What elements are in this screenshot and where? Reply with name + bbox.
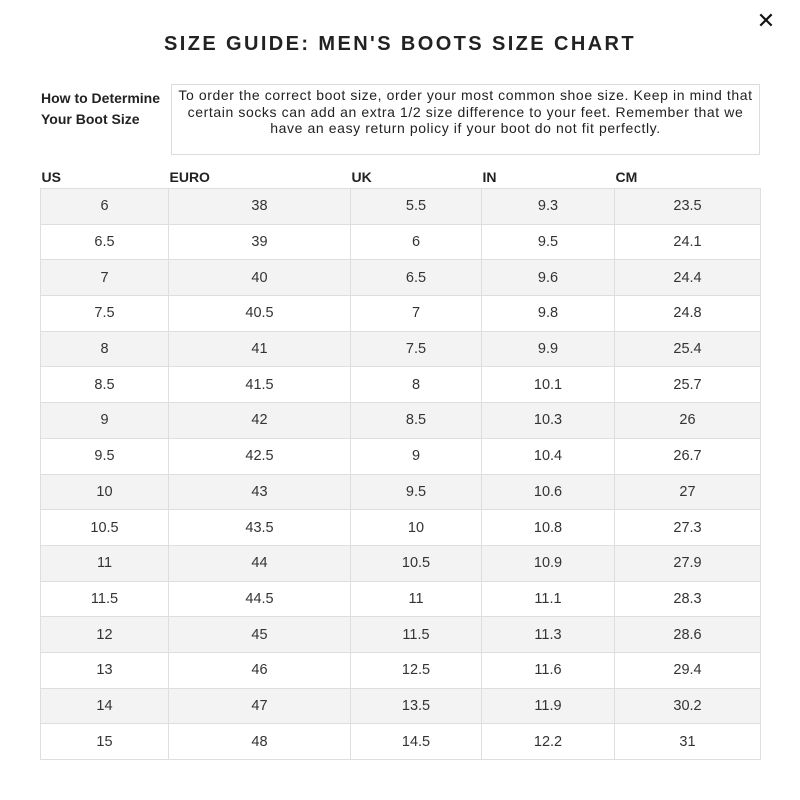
cell-uk: 9.5 [351, 474, 482, 510]
table-row [41, 510, 761, 546]
cell-cm: 26 [615, 403, 761, 439]
close-icon[interactable]: ✕ [756, 9, 776, 34]
cell-euro: 48 [169, 724, 351, 760]
cell-cm: 30.2 [615, 688, 761, 724]
cell-in: 11.6 [482, 652, 615, 688]
table-row [41, 260, 761, 296]
column-header-uk: UK [351, 169, 372, 185]
table-row [41, 617, 761, 653]
cell-in: 9.5 [482, 224, 615, 260]
cell-us: 8 [41, 331, 169, 367]
cell-cm: 24.1 [615, 224, 761, 260]
cell-in: 10.1 [482, 367, 615, 403]
cell-in: 10.9 [482, 545, 615, 581]
cell-euro: 43 [169, 474, 351, 510]
cell-cm: 28.6 [615, 617, 761, 653]
cell-in: 11.3 [482, 617, 615, 653]
cell-in: 10.4 [482, 438, 615, 474]
cell-in: 10.3 [482, 403, 615, 439]
table-row [41, 331, 761, 367]
cell-in: 9.8 [482, 296, 615, 332]
cell-cm: 28.3 [615, 581, 761, 617]
column-header-in: IN [482, 169, 497, 185]
table-row [41, 438, 761, 474]
cell-uk: 9 [351, 438, 482, 474]
how-to-label: How to Determine Your Boot Size [41, 90, 161, 127]
table-row [41, 189, 761, 225]
cell-uk: 11 [351, 581, 482, 617]
cell-cm: 29.4 [615, 652, 761, 688]
table-row [41, 688, 761, 724]
column-header-euro: EURO [169, 169, 210, 185]
cell-euro: 41.5 [169, 367, 351, 403]
table-row [41, 581, 761, 617]
cell-us: 11 [41, 545, 169, 581]
column-header-us: US [41, 169, 61, 185]
cell-us: 6.5 [41, 224, 169, 260]
cell-uk: 8.5 [351, 403, 482, 439]
table-row [41, 474, 761, 510]
cell-cm: 27.3 [615, 510, 761, 546]
table-row [41, 224, 761, 260]
cell-uk: 6.5 [351, 260, 482, 296]
cell-cm: 31 [615, 724, 761, 760]
cell-cm: 26.7 [615, 438, 761, 474]
page-title: SIZE GUIDE: MEN'S BOOTS SIZE CHART [164, 33, 636, 55]
cell-euro: 41 [169, 331, 351, 367]
cell-cm: 27.9 [615, 545, 761, 581]
cell-uk: 6 [351, 224, 482, 260]
table-header-row [41, 166, 761, 189]
cell-in: 11.9 [482, 688, 615, 724]
cell-euro: 43.5 [169, 510, 351, 546]
cell-us: 9 [41, 403, 169, 439]
cell-us: 9.5 [41, 438, 169, 474]
cell-us: 6 [41, 189, 169, 225]
cell-in: 9.9 [482, 331, 615, 367]
cell-us: 7.5 [41, 296, 169, 332]
cell-euro: 46 [169, 652, 351, 688]
cell-us: 14 [41, 688, 169, 724]
cell-us: 15 [41, 724, 169, 760]
cell-uk: 11.5 [351, 617, 482, 653]
how-to-description: To order the correct boot size, order your most common shoe size. Keep in mind that certain socks can add an extra 1/2 size difference to your feet. Remember that we have an easy return policy if your boot do not fit perfectly. [171, 84, 760, 155]
cell-uk: 10 [351, 510, 482, 546]
cell-us: 8.5 [41, 367, 169, 403]
cell-in: 9.3 [482, 189, 615, 225]
cell-cm: 24.8 [615, 296, 761, 332]
cell-euro: 42 [169, 403, 351, 439]
cell-uk: 7.5 [351, 331, 482, 367]
cell-euro: 44 [169, 545, 351, 581]
cell-in: 10.6 [482, 474, 615, 510]
cell-cm: 25.7 [615, 367, 761, 403]
cell-euro: 40 [169, 260, 351, 296]
cell-cm: 24.4 [615, 260, 761, 296]
cell-euro: 42.5 [169, 438, 351, 474]
table-row [41, 367, 761, 403]
cell-us: 13 [41, 652, 169, 688]
column-header-cm: CM [615, 169, 638, 185]
cell-uk: 5.5 [351, 189, 482, 225]
cell-cm: 25.4 [615, 331, 761, 367]
table-row [41, 403, 761, 439]
table-row [41, 545, 761, 581]
cell-us: 10.5 [41, 510, 169, 546]
cell-cm: 27 [615, 474, 761, 510]
cell-cm: 23.5 [615, 189, 761, 225]
cell-euro: 40.5 [169, 296, 351, 332]
cell-uk: 12.5 [351, 652, 482, 688]
cell-in: 10.8 [482, 510, 615, 546]
size-chart-table [40, 166, 760, 760]
cell-uk: 8 [351, 367, 482, 403]
cell-in: 11.1 [482, 581, 615, 617]
cell-uk: 7 [351, 296, 482, 332]
table-row [41, 652, 761, 688]
table-body [41, 189, 761, 760]
cell-uk: 10.5 [351, 545, 482, 581]
cell-us: 11.5 [41, 581, 169, 617]
cell-uk: 13.5 [351, 688, 482, 724]
cell-in: 12.2 [482, 724, 615, 760]
cell-euro: 45 [169, 617, 351, 653]
cell-euro: 44.5 [169, 581, 351, 617]
table-row [41, 296, 761, 332]
cell-us: 10 [41, 474, 169, 510]
cell-in: 9.6 [482, 260, 615, 296]
cell-uk: 14.5 [351, 724, 482, 760]
cell-euro: 39 [169, 224, 351, 260]
table-row [41, 724, 761, 760]
cell-euro: 38 [169, 189, 351, 225]
cell-us: 12 [41, 617, 169, 653]
cell-euro: 47 [169, 688, 351, 724]
cell-us: 7 [41, 260, 169, 296]
